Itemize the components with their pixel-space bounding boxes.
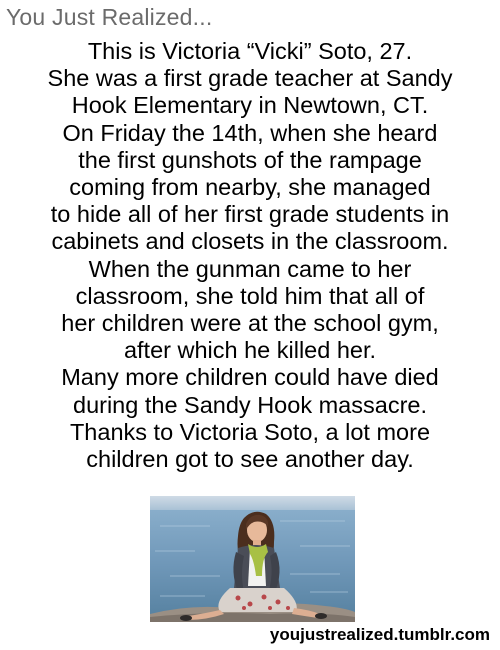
portrait-photo — [150, 496, 355, 622]
story-line: cabinets and closets in the classroom. — [51, 228, 449, 255]
story-line: On Friday the 14th, when she heard — [62, 119, 438, 146]
story-line: the first gunshots of the rampage — [78, 146, 422, 173]
story-line: She was a first grade teacher at Sandy — [47, 65, 453, 92]
story-line: classroom, she told him that all of — [75, 282, 425, 309]
story-line: children got to see another day. — [86, 446, 414, 473]
story-line: after which he killed her. — [123, 337, 377, 364]
story-line: Many more children could have died — [61, 364, 439, 391]
source-watermark: youjustrealized.tumblr.com — [269, 625, 490, 644]
story-line: Thanks to Victoria Soto, a lot more — [69, 418, 431, 445]
story-text — [0, 38, 500, 473]
story-line: coming from nearby, she managed — [69, 174, 431, 201]
page-header: You Just Realized... — [6, 4, 213, 30]
story-line: This is Victoria “Vicki” Soto, 27. — [87, 38, 413, 64]
story-line: Hook Elementary in Newtown, CT. — [71, 92, 429, 119]
story-line: When the gunman came to her — [88, 255, 412, 282]
story-line: to hide all of her first grade students in — [50, 201, 450, 228]
story-line: during the Sandy Hook massacre. — [73, 391, 427, 418]
story-line: her children were at the school gym, — [61, 310, 439, 337]
